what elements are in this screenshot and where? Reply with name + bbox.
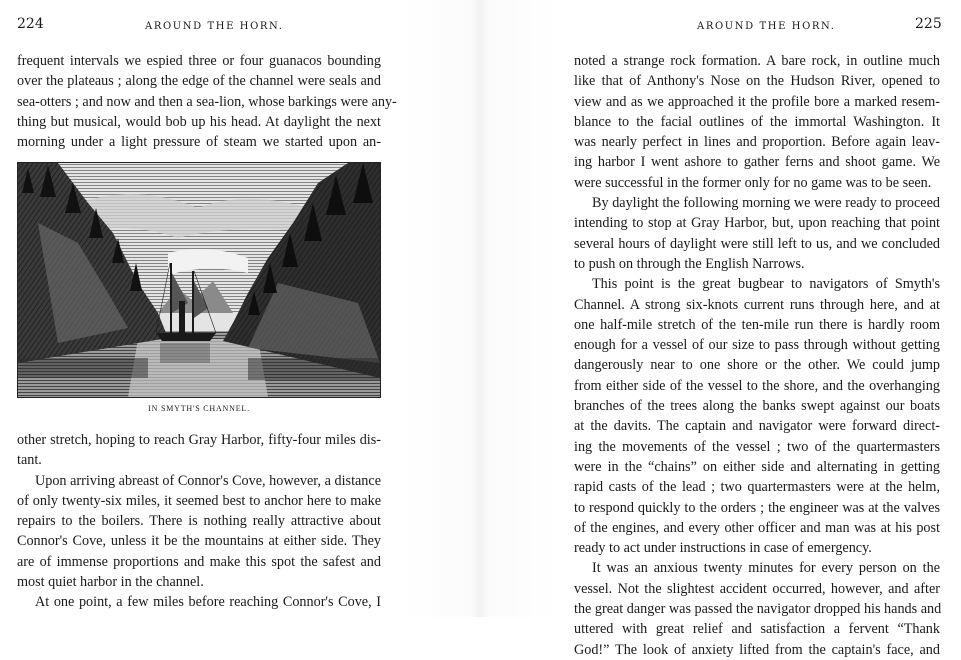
text-line: are of immense proportions and make this spot the safest and [17, 553, 381, 570]
paragraph [574, 274, 940, 558]
text-line: most quiet harbor in the channel. [17, 574, 204, 591]
text-line: thing but musical, would bob up his head. At daylight the next [17, 113, 381, 130]
text-line: was nearly perfect in lines and proportion. Before again leav- [574, 134, 940, 151]
right-page-number: 225 [915, 16, 942, 32]
text-line: from either side of the vessel to the shore, and the overhanging [574, 377, 940, 394]
text-line: one half-mile stretch of the ten-mile run there is hardly room [574, 316, 940, 333]
text-line: ing the movements of the vessel ; two of the quartermasters [574, 438, 940, 455]
text-line: enough for a vessel of our size to pass through without getting [574, 337, 940, 354]
left-top-text [17, 51, 397, 152]
text-line: ing harbor I went ashore to gather ferns and shoot game. We [574, 154, 940, 171]
text-line: several hours of daylight were still left to us, and we concluded [574, 235, 940, 252]
text-line: view and as we approached it the profile bore a marked resem- [574, 93, 940, 110]
paragraph [17, 471, 381, 593]
text-line: of only twenty-six miles, it seemed best to anchor here to make [17, 492, 381, 509]
paragraph [574, 193, 940, 274]
text-line: God!” The look of anxiety lifted from the captain's face, and [574, 641, 940, 658]
paragraph [574, 51, 940, 193]
text-line: Connor's Cove, unless it be the mountains at either side. They [17, 533, 381, 550]
text-line: At one point, a few miles before reaching Connor's Cove, I [35, 594, 381, 611]
text-line: other stretch, hoping to reach Gray Harbor, fifty-four miles dis- [17, 432, 381, 448]
text-line: rapid casts of the lead ; two quartermasters were at the helm, [574, 479, 940, 496]
text-line: Upon arriving abreast of Connor's Cove, however, a distance [35, 472, 381, 489]
right-page [560, 0, 961, 658]
text-line: Channel. A strong six-knots current runs through here, and at [574, 296, 940, 313]
text-line: By daylight the following morning we were ready to proceed [592, 195, 940, 212]
text-line: the great danger was passed the navigator dropped his hands and [574, 601, 942, 618]
text-line: This point is the great bugbear to navigators of Smyth's [592, 276, 940, 293]
book-gutter [400, 0, 560, 617]
text-line: morning under a light pressure of steam we started upon an- [17, 134, 381, 151]
engraving-picture [18, 163, 380, 397]
text-line: noted a strange rock formation. A bare rock, in outline much [574, 53, 940, 69]
text-line: at the davits. The captain and navigator were forward direct- [574, 418, 940, 435]
text-line: dangerously near to one shore or the other. We could jump [574, 357, 940, 374]
text-line: It was an anxious twenty minutes for every person on the [592, 560, 940, 577]
paragraph [574, 558, 940, 659]
text-line: branches of the trees along the banks swept against our boats [574, 398, 940, 415]
right-running-head: AROUND THE HORN. [697, 21, 836, 32]
text-line: uttered with great relief and satisfaction a fervent “Thank [574, 621, 940, 638]
left-bottom-text [17, 430, 381, 613]
text-line: were successful in the former only for no game was to be seen. [574, 174, 932, 191]
text-line: to respond quickly to the orders ; the engineer was at the valves [574, 499, 940, 516]
text-line: like that of Anthony's Nose on the Hudson River, opened to [574, 73, 940, 90]
illustration-smyths-channel [17, 162, 381, 398]
text-line: ready to act under instructions in case of emergency. [574, 540, 872, 557]
text-line: over the plateaus ; along the edge of the channel were seals and [17, 73, 381, 90]
text-line: tant. [17, 452, 42, 469]
text-line: of the engines, and every other officer and man was at his post [574, 519, 940, 536]
text-line: were in the “chains” on either side and alternating in getting [574, 458, 940, 475]
paragraph [17, 430, 381, 471]
paragraph [17, 51, 397, 152]
illustration-caption: IN SMYTH'S CHANNEL. [148, 404, 250, 413]
text-line: vessel. Not the slightest accident occurred, however, and after [574, 580, 940, 597]
left-page [0, 0, 400, 617]
paragraph [17, 592, 381, 612]
left-page-number: 224 [17, 16, 44, 32]
text-line: to push on through the English Narrows. [574, 255, 805, 272]
text-line: frequent intervals we espied three or four guanacos bounding [17, 53, 381, 69]
text-line: repairs to the boilers. There is nothing really attractive about [17, 513, 381, 530]
right-body-text [574, 51, 940, 660]
left-running-head: AROUND THE HORN. [145, 21, 284, 32]
text-line: intending to stop at Gray Harbor, but, upon reaching that point [574, 215, 940, 232]
text-line: blance to the facial outlines of the immortal Washington. It [574, 113, 940, 130]
text-line: sea-otters ; and now and then a sea-lion, whose barkings were any- [17, 93, 397, 110]
